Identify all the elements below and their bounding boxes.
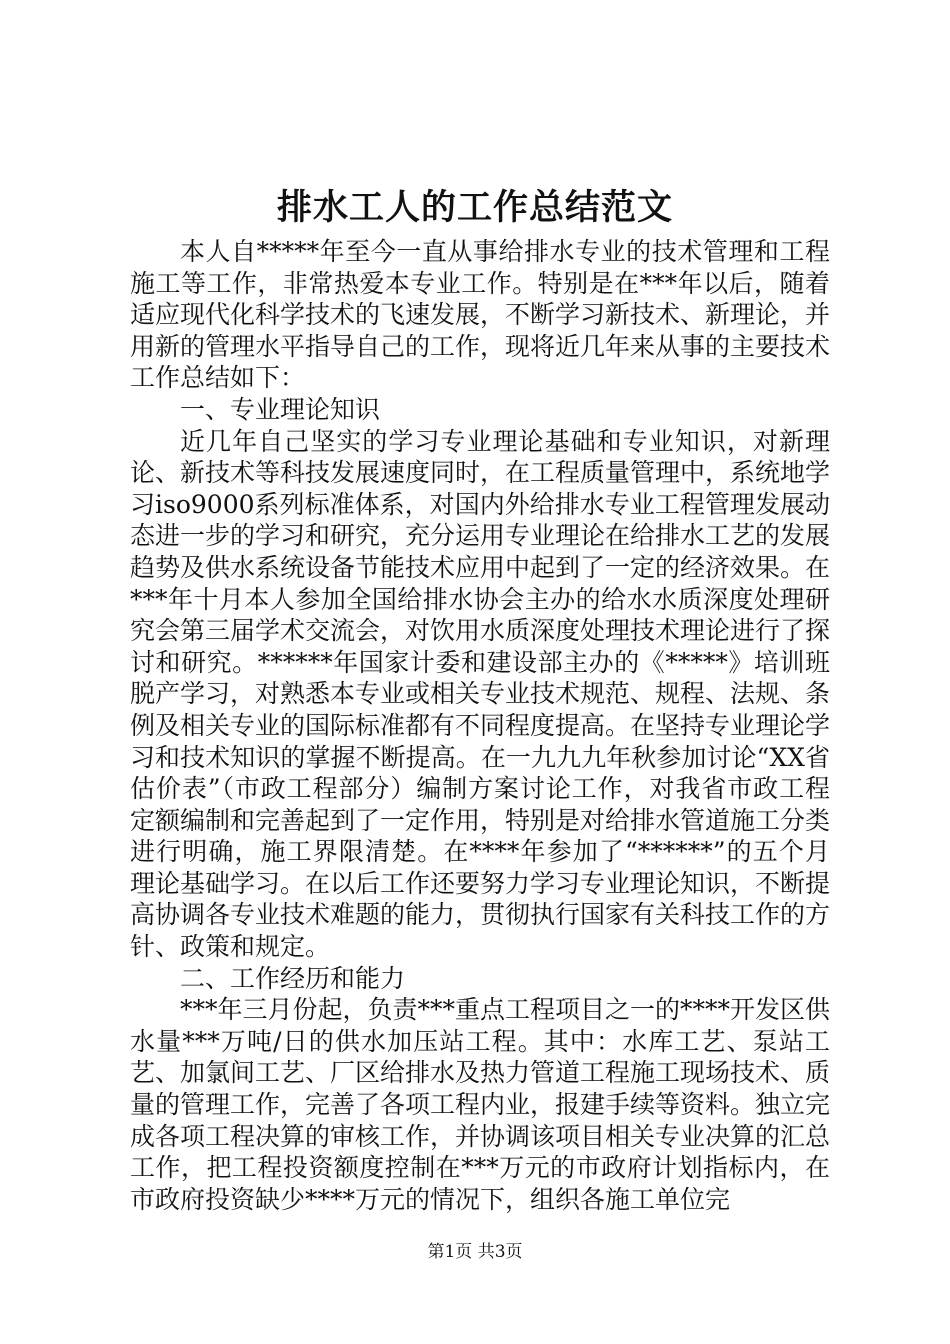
intro-paragraph: 本人自*****年至今一直从事给排水专业的技术管理和工程施工等工作，非常热爱本专业工作。特别是在***年以后，随着适应现代化科学技术的飞速发展，不断学习新技术、新理论，并用新的管理水平指导自己的工作，现将近几年来从事的主要技术工作总结如下：	[130, 237, 831, 393]
experience-paragraph: ***年三月份起，负责***重点工程项目之一的****开发区供水量***万吨/日的供水加压站工程。其中：水库工艺、泵站工艺、加氯间工艺、厂区给排水及热力管道工程施工现场技术、质量的管理工作，完善了各项工程内业，报建手续等资料。独立完成各项工程决算的审核工作，并协调该项目相关专业决算的汇总工作，把工程投资额度控制在***万元的市政府计划指标内，在市政府投资缺少****万元的情况下，组织各施工单位完	[130, 995, 831, 1214]
document-body	[130, 236, 830, 1215]
page-number-footer: 第1页 共3页	[427, 1242, 523, 1262]
section-heading-experience: 二、工作经历和能力	[180, 963, 406, 993]
document-title: 排水工人的工作总结范文	[276, 187, 673, 228]
section-heading-theory: 一、专业理论知识	[180, 394, 381, 424]
theory-paragraph: 近几年自己坚实的学习专业理论基础和专业知识，对新理论、新技术等科技发展速度同时，在工程质量管理中，系统地学习iso9000系列标准体系，对国内外给排水专业工程管理发展动态进一步的学习和研究，充分运用专业理论在给排水工艺的发展趋势及供水系统设备节能技术应用中起到了一定的经济效果。在***年十月本人参加全国给排水协会主办的给水水质深度处理研究会第三届学术交流会，对饮用水质深度处理技术理论进行了探讨和研究。******年国家计委和建设部主办的《*****》培训班脱产学习，对熟悉本专业或相关专业技术规范、规程、法规、条例及相关专业的国际标准都有不同程度提高。在坚持专业理论学习和技术知识的掌握不断提高。在一九九九年秋参加讨论“XX省估价表”（市政工程部分）编制方案讨论工作，对我省市政工程定额编制和完善起到了一定作用，特别是对给排水管道施工分类进行明确，施工界限清楚。在****年参加了“******”的五个月理论基础学习。在以后工作还要努力学习专业理论知识，不断提高协调各专业技术难题的能力，贯彻执行国家有关科技工作的方针、政策和规定。	[130, 426, 831, 962]
